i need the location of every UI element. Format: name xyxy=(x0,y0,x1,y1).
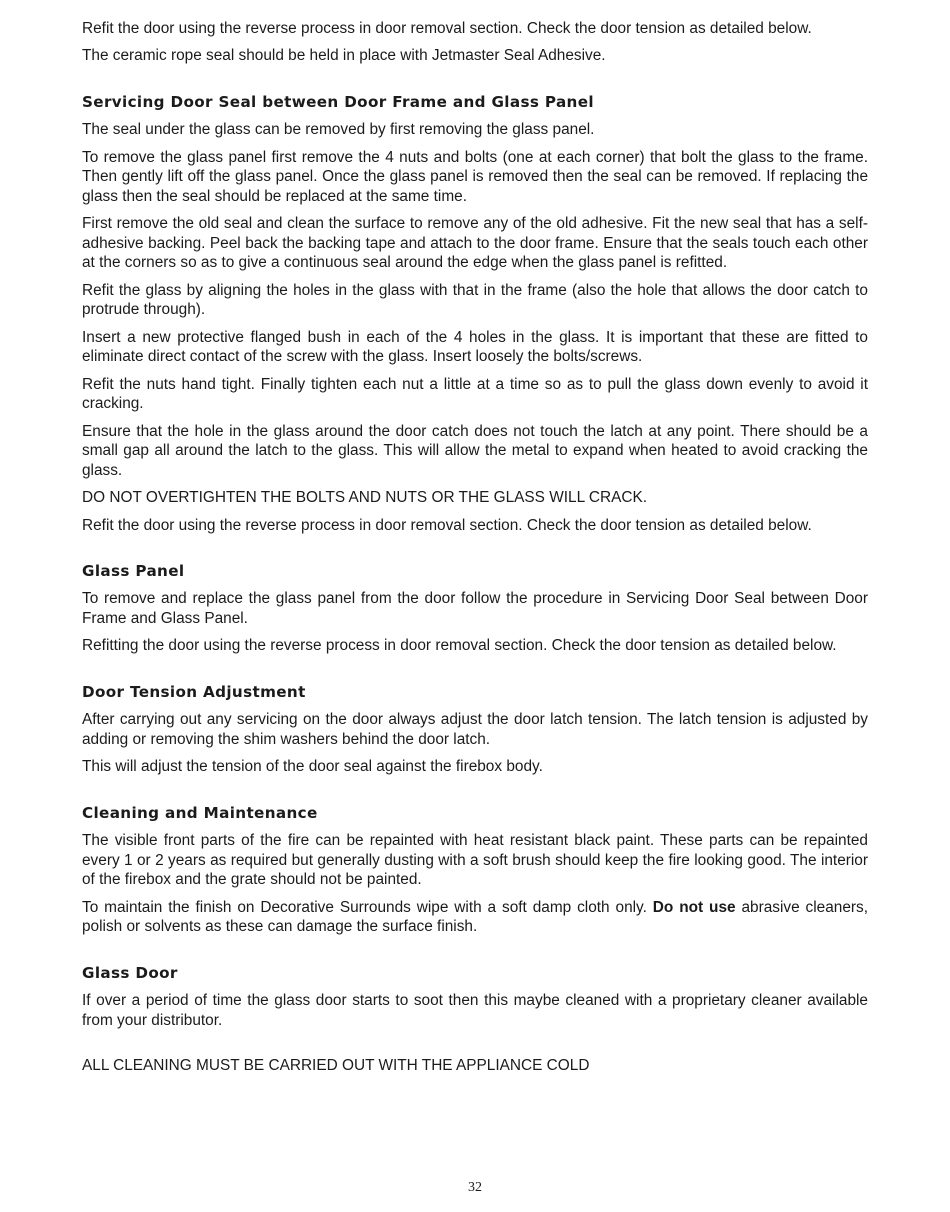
text-run: abrasive cleaners, polish or solvents as these can damage the surface finish. xyxy=(82,898,868,936)
final-note: ALL CLEANING MUST BE CARRIED OUT WITH THE APPLIANCE COLD xyxy=(82,1057,590,1075)
document-page xyxy=(82,19,868,1083)
paragraph: Insert a new protective flanged bush in each of the 4 holes in the glass. It is important that these are fitted to eliminate direct contact of the screw with the glass. Insert loosely the bolts/screws. xyxy=(82,328,868,366)
paragraph: To remove the glass panel first remove the 4 nuts and bolts (one at each corner) that bolt the glass to the frame. Then gently lift off the glass panel. Once the glass panel is removed then the seal can be removed. If replacing the glass then the seal should be replaced at the same time. xyxy=(82,148,868,205)
paragraph: After carrying out any servicing on the door always adjust the door latch tension. The latch tension is adjusted by adding or removing the shim washers behind the door latch. xyxy=(82,711,868,748)
warning-paragraph: DO NOT OVERTIGHTEN THE BOLTS AND NUTS OR THE GLASS WILL CRACK. xyxy=(82,489,647,507)
section-heading-glass-door: Glass Door xyxy=(82,963,178,982)
paragraph: To remove and replace the glass panel from the door follow the procedure in Servicing Door Seal between Door Frame and Glass Panel. xyxy=(82,590,868,628)
paragraph: Refit the glass by aligning the holes in the glass with that in the frame (also the hole that allows the door catch to protrude through). xyxy=(82,281,868,319)
paragraph: Refit the door using the reverse process in door removal section. Check the door tension as detailed below. xyxy=(82,516,812,534)
paragraph: The seal under the glass can be removed by first removing the glass panel. xyxy=(82,121,595,139)
paragraph: If over a period of time the glass door starts to soot then this maybe cleaned with a proprietary cleaner available from your distributor. xyxy=(82,991,868,1029)
paragraph: This will adjust the tension of the door seal against the firebox body. xyxy=(82,758,543,776)
page-number: 32 xyxy=(468,1180,482,1195)
paragraph: Refit the nuts hand tight. Finally tighten each nut a little at a time so as to pull the glass down evenly to avoid it cracking. xyxy=(82,375,868,413)
paragraph: Refit the door using the reverse process in door removal section. Check the door tension as detailed below. xyxy=(82,20,812,37)
text-run: To maintain the finish on Decorative Surrounds wipe with a soft damp cloth only. xyxy=(82,898,653,916)
paragraph: Refitting the door using the reverse process in door removal section. Check the door tension as detailed below. xyxy=(82,637,837,655)
paragraph xyxy=(82,898,868,937)
section-heading-door-seal: Servicing Door Seal between Door Frame and Glass Panel xyxy=(82,92,594,111)
section-heading-glass-panel: Glass Panel xyxy=(82,562,185,581)
paragraph: The ceramic rope seal should be held in place with Jetmaster Seal Adhesive. xyxy=(82,47,606,65)
bold-text-run: Do not use xyxy=(652,898,736,916)
paragraph: First remove the old seal and clean the surface to remove any of the old adhesive. Fit the new seal that has a self-adhesive backing. Peel back the backing tape and attach to the door frame. Ensure that the seals touch each other at the corners so as to give a continuous seal around the edge when the glass panel is refitted. xyxy=(82,215,868,272)
paragraph: The visible front parts of the fire can be repainted with heat resistant black paint. These parts can be repainted every 1 or 2 years as required but generally dusting with a soft brush should keep the fire looking good. The interior of the firebox and the grate should not be painted. xyxy=(82,831,868,889)
section-heading-door-tension: Door Tension Adjustment xyxy=(82,683,306,701)
section-heading-cleaning: Cleaning and Maintenance xyxy=(82,803,318,822)
paragraph: Ensure that the hole in the glass around the door catch does not touch the latch at any point. There should be a small gap all around the latch to the glass. This will allow the metal to expand when heated to avoid cracking the glass. xyxy=(82,422,868,479)
